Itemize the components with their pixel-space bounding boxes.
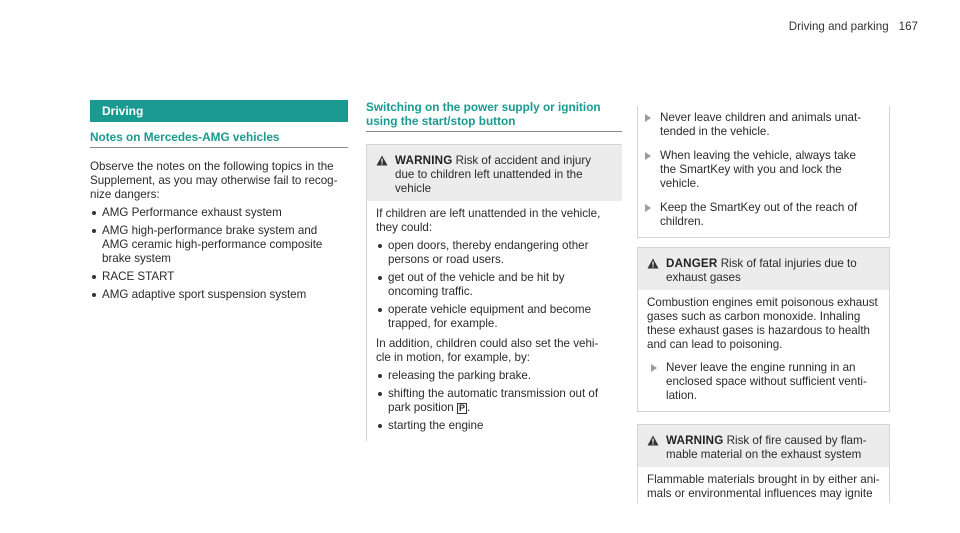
column-driving	[90, 100, 348, 302]
list-item: AMG high-performance brake system and AMG ceramic high-performance composite brake system	[90, 224, 348, 266]
step-arrow-icon	[645, 114, 651, 122]
park-position-symbol: P	[458, 403, 465, 413]
step-arrow-icon	[645, 152, 651, 160]
step-item: Never leave the engine running in an enclosed space without sufficient venti- lation.	[647, 361, 881, 403]
list-item: shifting the automatic transmission out of park position P .	[376, 387, 614, 415]
list-item: AMG Performance exhaust system	[90, 206, 348, 220]
warning-text: Flammable materials brought in by either ani- mals or environmental influences may ignite	[647, 473, 880, 500]
heading-switching-on: Switching on the power supply or ignition using the start/stop button	[366, 100, 622, 132]
warning-triangle-icon	[376, 155, 388, 166]
intro-text: Observe the notes on the following topics in the Supplement, as you may otherwise fail to recog- nize dangers:	[90, 160, 338, 201]
motion-list	[376, 369, 614, 433]
page-header	[789, 20, 918, 34]
step-arrow-icon	[645, 204, 651, 212]
steps-box-children	[637, 106, 890, 238]
warning-box-fire	[637, 424, 890, 503]
section-bar-driving: Driving	[90, 100, 348, 122]
warning-box-header: WARNING Risk of fire caused by flam- mable material on the exhaust system	[638, 425, 889, 467]
danger-box-header: DANGER Risk of fatal injuries due to exhaust gases	[638, 248, 889, 290]
list-item: starting the engine	[376, 419, 614, 433]
danger-box-exhaust	[637, 247, 890, 412]
warning-box-body	[638, 467, 889, 503]
warning-triangle-icon	[647, 258, 659, 269]
list-item: RACE START	[90, 270, 348, 284]
header-title: Driving and parking	[788, 20, 889, 33]
heading-amg-notes: Notes on Mercedes-AMG vehicles	[90, 130, 348, 148]
warning-para: If children are left unattended in the vehicle, they could:	[376, 207, 601, 234]
list-item: AMG adaptive sport suspension system	[90, 288, 348, 302]
list-item: get out of the vehicle and be hit by oncoming traffic.	[376, 271, 614, 299]
risks-list	[376, 239, 614, 331]
list-item: open doors, thereby endangering other persons or road users.	[376, 239, 614, 267]
warning-para: In addition, children could also set the vehi- cle in motion, for example, by:	[376, 337, 599, 364]
warning-box-body	[367, 201, 622, 441]
warning-box-header: WARNING Risk of accident and injury due to children left unattended in the vehicle	[367, 145, 622, 201]
amg-topics-list	[90, 206, 348, 302]
page-number: 167	[898, 20, 918, 33]
danger-text: Combustion engines emit poisonous exhaust gases such as carbon monoxide. Inhaling these exhaust gases is hazardous to health and can lead to poisoning.	[647, 296, 878, 351]
step-item: Keep the SmartKey out of the reach of children.	[638, 201, 889, 229]
column-power-supply	[366, 100, 622, 441]
column-safety	[637, 106, 890, 503]
list-item: releasing the parking brake.	[376, 369, 614, 383]
warning-triangle-icon	[647, 435, 659, 446]
warning-keyword: WARNING	[666, 434, 724, 447]
list-item: operate vehicle equipment and become trapped, for example.	[376, 303, 614, 331]
step-arrow-icon	[651, 364, 657, 372]
step-item: When leaving the vehicle, always take the SmartKey with you and lock the vehicle.	[638, 149, 889, 191]
danger-keyword: DANGER	[666, 257, 718, 270]
step-item: Never leave children and animals unat- tended in the vehicle.	[638, 111, 889, 139]
warning-box-children	[366, 144, 622, 441]
danger-box-body	[638, 290, 889, 411]
warning-keyword: WARNING	[395, 154, 453, 167]
